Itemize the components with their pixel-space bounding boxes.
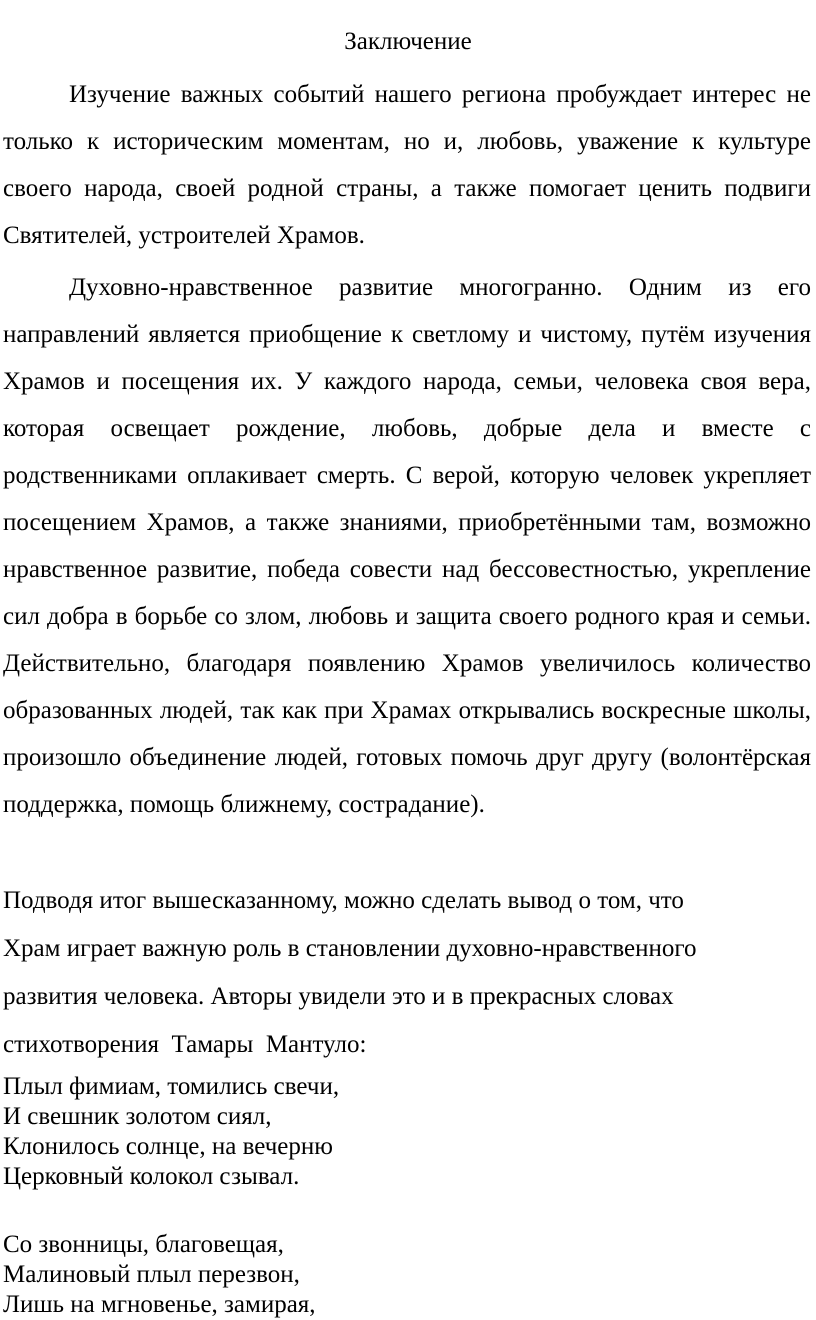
poem-line: Лишь на мгновенье, замирая,	[3, 1291, 316, 1318]
document-title: Заключение	[344, 28, 472, 55]
paragraph-spiritual-development: Духовно-нравственное развитие многогранно. Одним из его направлений является приобщение к светлому и чистому, путём изучения Храмов и посещения их. У каждого народа, семьи, человека своя вера, которая освещает рождение, любовь, добрые дела и вместе с родственниками оплакивает смерть. С верой, которую человек укрепляет посещением Храмов, а также знаниями, приобретёнными там, возможно нравственное развитие, победа совести над бессовестностью, укрепление сил добра в борьбе со злом, любовь и защита своего родного края и семьи. Действительно, благодаря появлению Храмов увеличилось количество образованных людей, так как при Храмах открывались воскресные школы, произошло объединение людей, готовых помочь друг другу (волонтёрская поддержка, помощь ближнему, сострадание).	[3, 274, 811, 818]
conclusion-line: Храм играет важную роль в становлении духовно-нравственного	[3, 935, 697, 962]
poem-line: Клонилось солнце, на вечерню	[3, 1133, 333, 1160]
poem-line: Малиновый плыл перезвон,	[3, 1261, 300, 1288]
poem-line: И свешник золотом сиял,	[3, 1103, 272, 1130]
paragraph-intro: Изучение важных событий нашего региона пробуждает интерес не только к историческим моментам, но и, любовь, уважение к культуре своего народа, своей родной страны, а также помогает ценить подвиги Святителей, устроителей Храмов.	[3, 81, 811, 249]
poem-stanza-1	[3, 1072, 703, 1192]
poem-line: Со звонницы, благовещая,	[3, 1231, 284, 1258]
poem-stanza-2	[3, 1230, 703, 1320]
poem-line: Церковный колокол сзывал.	[3, 1163, 300, 1190]
conclusion-line: развития человека. Авторы увидели это и в прекрасных словах	[3, 983, 674, 1010]
conclusion-line: Подводя итог вышесказанному, можно сделать вывод о том, что	[3, 887, 684, 914]
poem-line: Плыл фимиам, томились свечи,	[3, 1073, 340, 1100]
paragraph-conclusion	[3, 877, 811, 1069]
conclusion-line: стихотворения Тамары Мантуло:	[3, 1031, 367, 1058]
